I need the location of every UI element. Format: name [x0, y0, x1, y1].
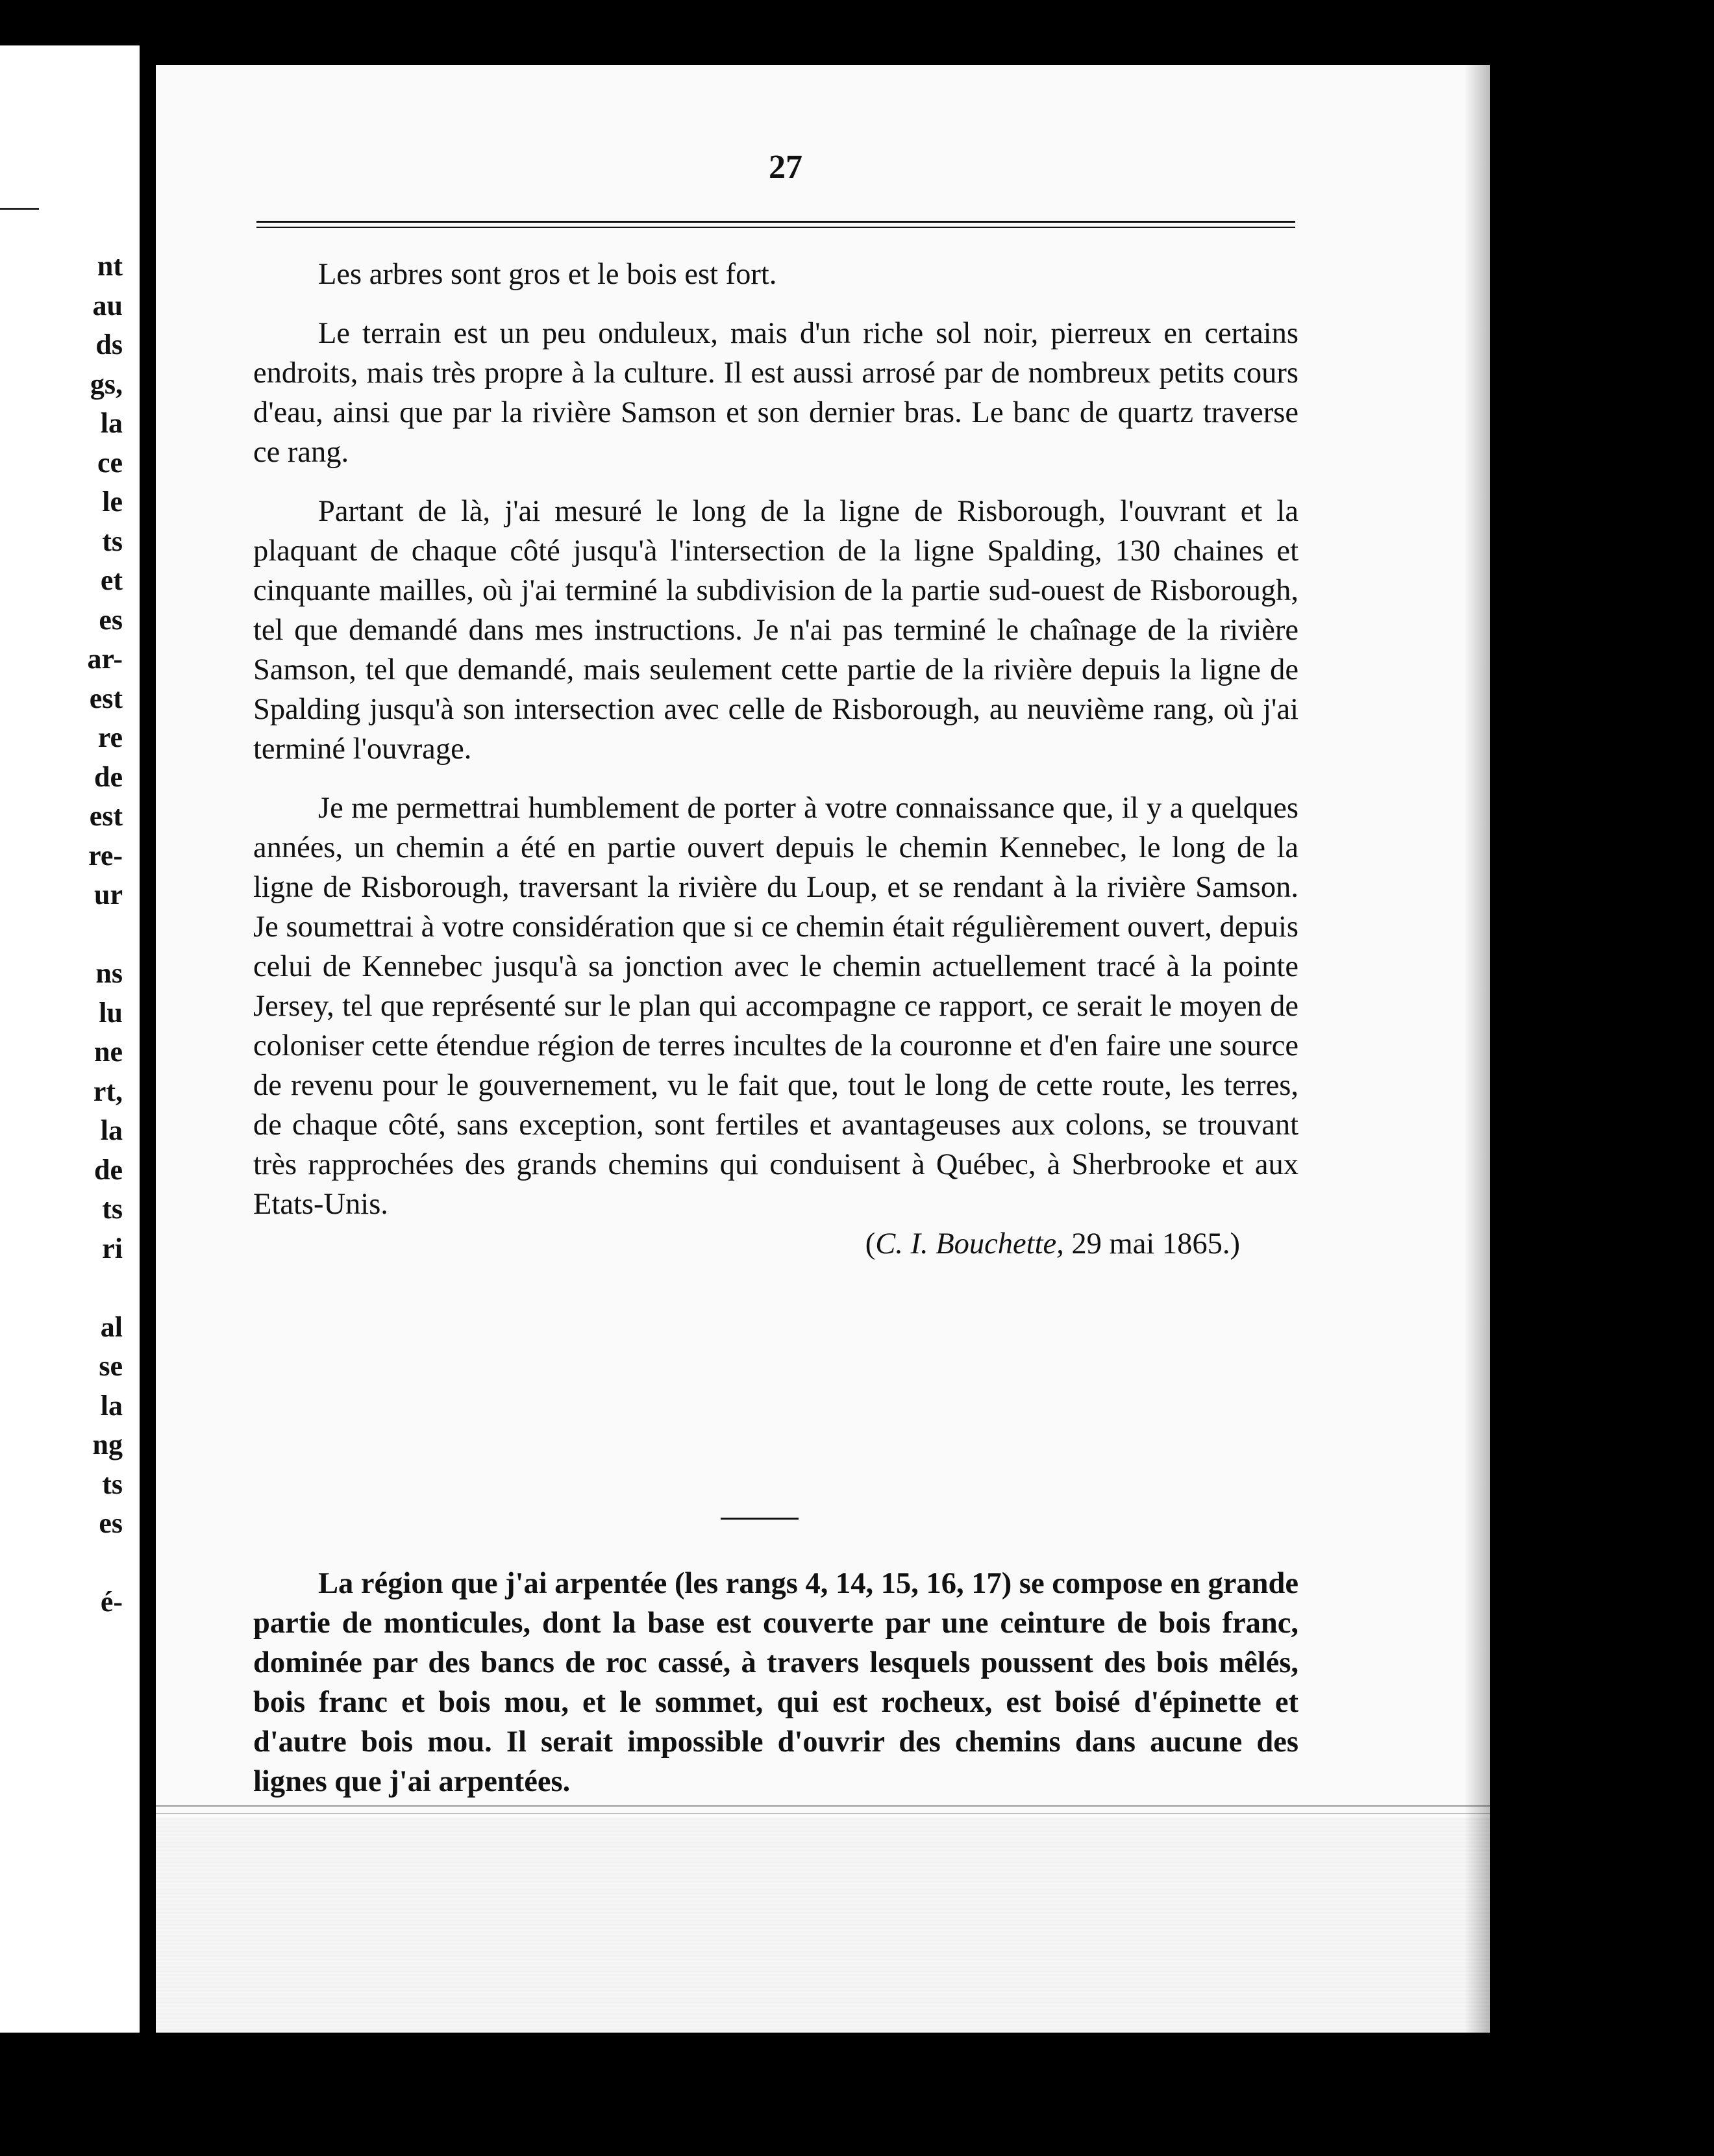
- prev-line: ds: [95, 329, 123, 360]
- prev-line: rt,: [93, 1075, 123, 1107]
- prev-line: le: [102, 486, 123, 518]
- signature-open-paren: (: [865, 1227, 876, 1260]
- signature-date: 29 mai 1865.): [1071, 1227, 1240, 1260]
- prev-line: ns: [95, 957, 123, 989]
- paragraph: Partant de là, j'ai mesuré le long de la ligne de Risborough, l'ouvrant et la plaquant de chaque côté jusqu'à l'intersection de la ligne Spalding, 130 chaines et cinquante mailles, où j'ai terminé la subdivision de la partie sud-ouest de Risborough, tel que demandé dans mes instructions. Je n'ai pas terminé le chaînage de la rivière Samson, tel que demandé, mais seulement cette partie de la rivière depuis la ligne de Spalding jusqu'à son intersection avec celle de Risborough, au neuvième rang, où j'ai terminé l'ouvrage.: [253, 495, 1298, 766]
- prev-line: de: [94, 760, 123, 793]
- prev-line: la: [100, 1114, 123, 1146]
- prev-line: est: [89, 800, 123, 832]
- prev-line: es: [99, 603, 123, 636]
- page-number: 27: [769, 149, 802, 186]
- second-report-body: [253, 1564, 1298, 1801]
- report-body: [253, 255, 1298, 1264]
- footer-rule: [156, 1805, 1490, 1807]
- previous-page-line-ends: [0, 247, 140, 1622]
- paragraph: Les arbres sont gros et le bois est fort.: [318, 258, 777, 291]
- prev-line: ce: [97, 446, 123, 479]
- section-divider: [721, 1518, 799, 1520]
- prev-line: de: [94, 1153, 123, 1186]
- prev-line: ur: [94, 879, 123, 910]
- prev-line: ts: [102, 1193, 123, 1225]
- prev-line: ts: [102, 525, 123, 557]
- prev-line: ri: [102, 1232, 123, 1264]
- page-gutter: [140, 0, 156, 2156]
- paragraph: La région que j'ai arpentée (les rangs 4, 14, 15, 16, 17) se compose en grande partie de monticules, dont la base est couverte par une ceinture de bois franc, dominée par des bancs de roc cassé, à travers lesquels poussent des bois mêlés, bois franc et bois mou, et le sommet, qui est rocheux, est boisé d'épinette et d'autre bois mou. Il serait impossible d'ouvrir des chemins dans aucune des lignes que j'ai arpentées.: [253, 1567, 1298, 1798]
- signature-line: [253, 1224, 1298, 1264]
- prev-line: se: [99, 1350, 123, 1382]
- prev-line: re-: [88, 839, 123, 871]
- prev-line: ar-: [87, 643, 123, 675]
- prev-line: la: [100, 407, 123, 439]
- scan-artifact-band: [156, 1818, 1490, 2033]
- prev-line: nt: [97, 250, 123, 282]
- previous-page-fragment: [0, 45, 140, 2033]
- header-rule: [256, 221, 1295, 228]
- signature-name: C. I. Bouchette,: [875, 1227, 1064, 1260]
- prev-line: é-: [100, 1586, 123, 1618]
- paragraph: Le terrain est un peu onduleux, mais d'un riche sol noir, pierreux en certains endroits, mais très propre à la culture. Il est aussi arrosé par de nombreux petits cours d'eau, ainsi que par la rivière Samson et son dernier bras. Le banc de quartz traverse ce rang.: [253, 317, 1298, 469]
- prev-line: au: [92, 289, 123, 321]
- prev-line: est: [89, 682, 123, 714]
- document-page: [156, 65, 1490, 2033]
- prev-line: ne: [94, 1036, 123, 1068]
- paragraph: Je me permettrai humblement de porter à votre connaissance que, il y a quelques années, un chemin a été en partie ouvert depuis le chemin Kennebec, le long de la ligne de Risborough, traversant la rivière du Loup, et se rendant à la rivière Samson. Je soumettrai à votre considération que si ce chemin était régulièrement ouvert, depuis celui de Kennebec jusqu'à sa jonction avec le chemin actuellement tracé à la pointe Jersey, tel que représenté sur le plan qui accompagne ce rapport, ce serait le moyen de coloniser cette étendue région de terres incultes de la couronne et d'en faire une source de revenu pour le gouvernement, vu le fait que, tout le long de cette route, les terres, de chaque côté, sans exception, sont fertiles et avantageuses aux colons, se trouvant très rapprochées des grands chemins qui conduisent à Québec, à Sherbrooke et aux Etats-Unis.: [253, 792, 1298, 1221]
- prev-line: re: [97, 721, 123, 753]
- prev-line: ng: [92, 1429, 123, 1460]
- prev-line: es: [99, 1507, 123, 1539]
- prev-line: al: [100, 1310, 123, 1343]
- footer-rule-secondary: [156, 1813, 1490, 1814]
- prev-line: lu: [99, 996, 123, 1029]
- prev-line: gs,: [90, 368, 123, 400]
- page-edge-shadow: [1464, 65, 1490, 2033]
- prev-line: ts: [102, 1468, 123, 1500]
- scan-border: [1490, 0, 1714, 2156]
- prev-line: la: [100, 1389, 123, 1422]
- previous-page-rule: [0, 208, 39, 210]
- prev-line: et: [100, 564, 123, 596]
